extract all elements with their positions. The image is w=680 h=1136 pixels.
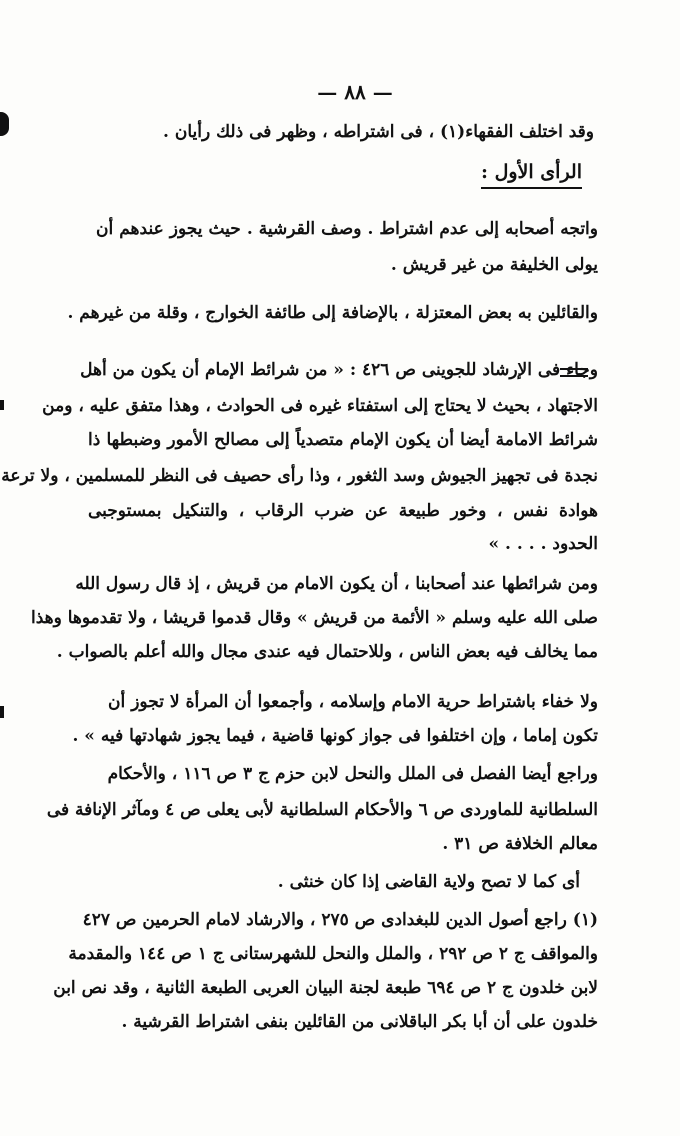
footnote-line-3: لابن خلدون ج ٢ ص ٦٩٤ طبعة لجنة البيان العربى الطبعة الثانية ، وقد نص ابن [53, 978, 598, 998]
text-line-f9: مما يخالف فيه بعض الناس ، وللاحتمال فيه عندى مجال والله أعلم بالصواب . [56, 642, 598, 662]
text-line-f2: الاجتهاد ، بحيث لا يحتاج إلى استفتاء غيره فى الحوادث ، وهذا متفق عليه ، ومن [42, 396, 598, 416]
section-heading: الرأى الأول : [481, 158, 582, 189]
text-line-p1b: يولى الخليفة من غير قريش . [390, 255, 598, 275]
text-line-f13: السلطانية للماوردى ص ٦ والأحكام السلطانية لأبى يعلى ص ٤ ومآثر الإنافة فى [46, 800, 598, 820]
page-number: — ٨٨ — [317, 80, 393, 104]
text-line-f6: الحدود . . . . » [488, 534, 598, 554]
scan-margin-mark-lower [0, 706, 4, 718]
scan-margin-mark-middle [0, 400, 4, 410]
text-line-f11: تكون إماما ، وإن اختلفوا فى جواز كونها قاضية ، فيما يجوز شهادتها فيه » . [72, 726, 598, 746]
text-line-f5: هوادة نفس ، وخور طبيعة عن ضرب الرقاب ، والتنكيل بمستوجبى [88, 501, 598, 521]
text-line-intro: وقد اختلف الفقهاء(١) ، فى اشتراطه ، وظهر فى ذلك رأيان . [163, 122, 594, 142]
text-line-p2: والقائلين به بعض المعتزلة ، بالإضافة إلى طائفة الخوارج ، وقلة من غيرهم . [67, 303, 598, 323]
text-line-f8: صلى الله عليه وسلم « الأئمة من قريش » وقال قدموا قريشا ، ولا تقدموها وهذا [31, 608, 598, 628]
text-line-f10: ولا خفاء باشتراط حرية الامام وإسلامه ، وأجمعوا أن المرأة لا تجوز أن [108, 692, 598, 712]
text-line-f15: أى كما لا تصح ولاية القاضى إذا كان خنثى . [277, 872, 580, 892]
text-line-f3: شرائط الامامة أيضا أن يكون الإمام متصدياً إلى مصالح الأمور وضبطها ذا [88, 430, 598, 450]
footnote-line-1: (١) راجع أصول الدين للبغدادى ص ٢٧٥ ، والارشاد لامام الحرمين ص ٤٢٧ [82, 910, 598, 930]
text-line-f1: وجاء فى الإرشاد للجوينى ص ٤٢٦ : « من شرائط الإمام أن يكون من أهل [80, 360, 598, 380]
footnote-line-2: والمواقف ج ٢ ص ٢٩٢ ، والملل والنحل للشهرستانى ج ١ ص ١٤٤ والمقدمة [68, 944, 598, 964]
text-line-p1a: واتجه أصحابه إلى عدم اشتراط . وصف القرشية . حيث يجوز عندهم أن [96, 219, 598, 239]
text-line-f12: وراجع أيضا الفصل فى الملل والنحل لابن حزم ج ٣ ص ١١٦ ، والأحكام [107, 764, 598, 784]
scan-margin-mark-top [0, 112, 9, 136]
text-line-f14: معالم الخلافة ص ٣١ . [442, 834, 598, 854]
text-line-f7: ومن شرائطها عند أصحابنا ، أن يكون الامام من قريش ، إذ قال رسول الله [75, 574, 598, 594]
text-line-f4: نجدة فى تجهيز الجيوش وسد الثغور ، وذا رأى حصيف فى النظر للمسلمين ، ولا ترعة [1, 466, 598, 486]
footnote-line-4: خلدون على أن أبا بكر الباقلانى من القائلين بنفى اشتراط القرشية . [121, 1012, 598, 1032]
